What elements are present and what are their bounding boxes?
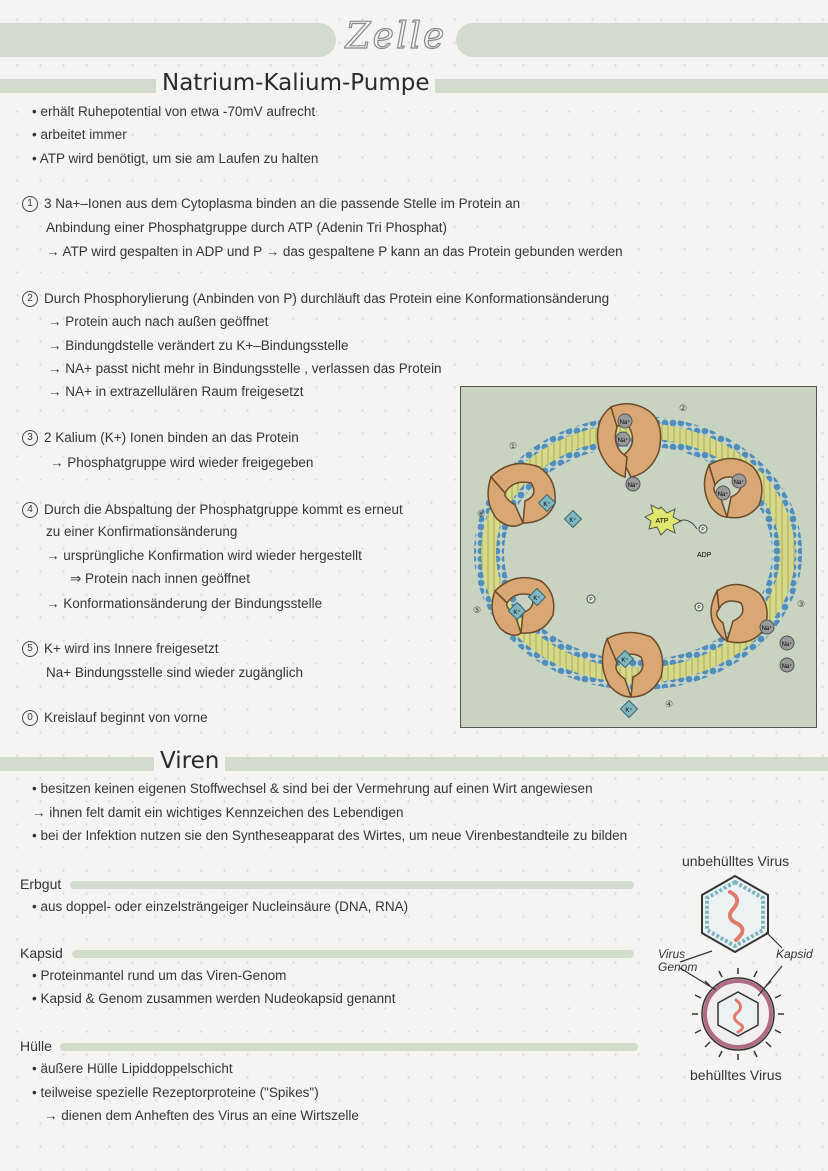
subheading-bar xyxy=(60,1043,638,1051)
step-2-line: → Protein auch nach außen geöffnet xyxy=(48,314,269,329)
svg-text:K⁺: K⁺ xyxy=(533,596,541,602)
viren-bullet: → ihnen felt damit ein wichtiges Kennzeichen des Lebendigen xyxy=(32,805,404,820)
na-ion xyxy=(626,477,640,491)
svg-text:K⁺: K⁺ xyxy=(569,518,577,524)
pump-protein-lower-left xyxy=(492,578,554,636)
step-5-line: Na+ Bindungsstelle sind wieder zugänglich xyxy=(46,665,304,680)
pump-cycle-illustration xyxy=(461,387,815,726)
step-number: 1 xyxy=(22,196,38,212)
phosphate xyxy=(587,595,595,603)
step-0-line xyxy=(22,710,208,726)
step-text: 3 Na+–Ionen aus dem Cytoplasma binden an die passende Stelle im Protein an xyxy=(44,196,521,211)
svg-text:Na⁺: Na⁺ xyxy=(761,626,773,632)
diagram-step-marker: ⑤ xyxy=(473,605,482,615)
virus-illustrations xyxy=(650,866,820,1066)
na-ion xyxy=(780,658,794,672)
capsid-label: Kapsid xyxy=(776,947,813,961)
step-4-line xyxy=(22,502,403,518)
step-5-line xyxy=(22,641,218,657)
diagram-step-marker: ⑥ xyxy=(477,509,486,519)
step-2-line: → NA+ passt nicht mehr in Bindungsstelle , verlassen das Protein xyxy=(48,361,442,376)
step-number: 0 xyxy=(22,710,38,726)
step-4-line: → Konformationsänderung der Bindungsstelle xyxy=(46,596,323,611)
svg-text:K⁺: K⁺ xyxy=(621,658,629,664)
erbgut-line: • aus doppel- oder einzelsträngeiger Nucleinsäure (DNA, RNA) xyxy=(32,899,409,914)
step-4-line: ⇒ Protein nach innen geöffnet xyxy=(70,571,250,586)
svg-text:Na⁺: Na⁺ xyxy=(781,664,793,670)
svg-text:Na⁺: Na⁺ xyxy=(617,438,629,444)
step-text: Durch Phosphorylierung (Anbinden von P) durchläuft das Protein eine Konformationsänderung xyxy=(44,291,610,306)
unenveloped-virus-label: unbehülltes Virus xyxy=(682,853,790,869)
phosphate xyxy=(699,525,707,533)
unenveloped-virus xyxy=(702,876,768,952)
kapsid-line: • Kapsid & Genom zusammen werden Nudeokapsid genannt xyxy=(32,991,396,1006)
phosphate xyxy=(695,603,703,611)
step-4-line: → ursprüngliche Konfirmation wird wieder hergestellt xyxy=(46,548,362,563)
step-number: 2 xyxy=(22,291,38,307)
enveloped-virus xyxy=(692,968,784,1060)
genome-label-line: Genom xyxy=(658,960,698,974)
pump-bullet: • arbeitet immer xyxy=(32,127,127,142)
svg-text:K⁺: K⁺ xyxy=(543,502,551,508)
step-text: K+ wird ins Innere freigesetzt xyxy=(44,641,219,656)
subheading-erbgut: Erbgut xyxy=(20,876,62,892)
svg-text:P: P xyxy=(589,597,593,603)
step-text: Durch die Abspaltung der Phosphatgruppe kommt es erneut xyxy=(44,502,403,517)
step-number: 3 xyxy=(22,430,38,446)
svg-text:Na⁺: Na⁺ xyxy=(627,483,639,489)
viren-bullet: • bei der Infektion nutzen sie den Syntheseapparat des Wirtes, um neue Virenbestandteile zu bilden xyxy=(32,828,628,843)
kapsid-line: • Proteinmantel rund um das Viren-Genom xyxy=(32,968,287,983)
step-text: 2 Kalium (K+) Ionen binden an das Protein xyxy=(44,430,299,445)
step-text: Kreislauf beginnt von vorne xyxy=(44,710,208,725)
capsid-pointer xyxy=(758,966,782,996)
enveloped-virus-label: behülltes Virus xyxy=(690,1067,782,1083)
subheading-bar xyxy=(72,950,634,958)
pump-bullet: • erhält Ruhepotential von etwa -70mV aufrecht xyxy=(32,104,316,119)
title-bar-left xyxy=(0,23,336,57)
svg-text:P: P xyxy=(701,527,705,533)
svg-text:ATP: ATP xyxy=(655,518,669,525)
k-ion xyxy=(621,701,638,718)
svg-text:Na⁺: Na⁺ xyxy=(733,480,745,486)
diagram-step-marker: ③ xyxy=(797,599,806,609)
na-ion xyxy=(780,636,794,650)
svg-text:P: P xyxy=(697,605,701,611)
step-2-line: → Bindungdstelle verändert zu K+–Bindungsstelle xyxy=(48,338,349,353)
step-4-line: zu einer Konfirmationsänderung xyxy=(46,524,238,539)
step-3-line: → Phosphatgruppe wird wieder freigegeben xyxy=(50,455,314,470)
step-1-line xyxy=(22,196,520,212)
na-ion xyxy=(618,414,632,428)
viren-bullet: • besitzen keinen eigenen Stoffwechsel & sind bei der Vermehrung auf einen Wirt angewiesen xyxy=(32,781,593,796)
diagram-step-marker: ④ xyxy=(665,699,674,709)
diagram-step-marker: ② xyxy=(679,403,688,413)
adp-label: ADP xyxy=(697,552,712,559)
huelle-line: → dienen dem Anheften des Virus an eine Wirtszelle xyxy=(44,1108,359,1123)
step-2-line xyxy=(22,291,609,307)
genome-label-line: Virus xyxy=(658,947,686,961)
title-bar-right xyxy=(456,23,828,57)
step-number: 4 xyxy=(22,502,38,518)
sodium-potassium-pump-diagram xyxy=(460,386,817,728)
page-title: Zelle xyxy=(345,16,447,57)
huelle-line: • teilweise spezielle Rezeptorproteine ("Spikes") xyxy=(32,1085,319,1100)
section-title-pump: Natrium-Kalium-Pumpe xyxy=(156,70,435,96)
huelle-line: • äußere Hülle Lipiddoppelschicht xyxy=(32,1061,233,1076)
genome-pointer xyxy=(680,951,712,962)
genome-pointer xyxy=(680,968,716,990)
subheading-bar xyxy=(70,881,634,889)
step-2-line: → NA+ in extrazellulären Raum freigesetzt xyxy=(48,384,304,399)
step-3-line xyxy=(22,430,299,446)
na-ion xyxy=(716,486,730,500)
step-1-line: Anbindung einer Phosphatgruppe durch ATP (Adenin Tri Phosphat) xyxy=(46,220,448,235)
na-ion xyxy=(616,432,630,446)
svg-text:K⁺: K⁺ xyxy=(625,708,633,714)
na-ion xyxy=(732,474,746,488)
section-bar-viren xyxy=(0,757,828,771)
diagram-step-marker: ① xyxy=(509,441,518,451)
subheading-huelle: Hülle xyxy=(20,1038,52,1054)
subheading-kapsid: Kapsid xyxy=(20,945,63,961)
capsid-pointer xyxy=(766,932,782,948)
svg-text:Na⁺: Na⁺ xyxy=(781,642,793,648)
step-number: 5 xyxy=(22,641,38,657)
svg-text:Na⁺: Na⁺ xyxy=(717,492,729,498)
na-ion xyxy=(760,620,774,634)
svg-text:Na⁺: Na⁺ xyxy=(619,420,631,426)
svg-text:K⁺: K⁺ xyxy=(513,610,521,616)
section-title-viren: Viren xyxy=(154,748,225,774)
step-1-line: → ATP wird gespalten in ADP und P → das gespaltene P kann an das Protein gebunden werden xyxy=(46,244,623,259)
pump-bullet: • ATP wird benötigt, um sie am Laufen zu halten xyxy=(32,151,319,166)
